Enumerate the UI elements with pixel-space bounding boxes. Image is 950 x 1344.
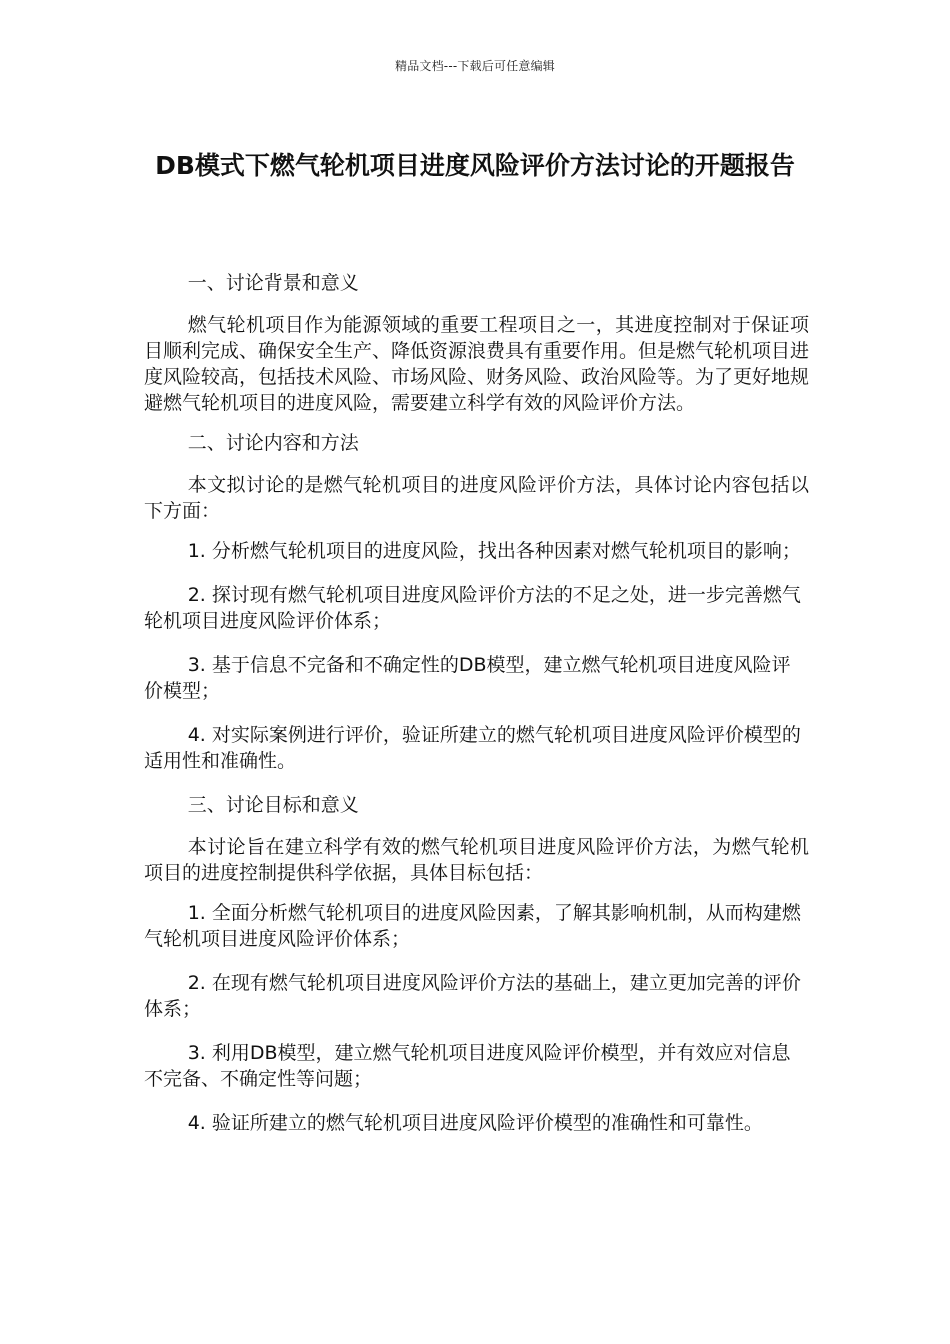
section-2-item-1: 1. 分析燃气轮机项目的进度风险，找出各种因素对燃气轮机项目的影响；: [187, 540, 801, 562]
section-2-item-2: 2. 探讨现有燃气轮机项目进度风险评价方法的不足之处，进一步完善燃气轮机项目进度风险评价体系；: [144, 584, 801, 632]
section-1-paragraph: 燃气轮机项目作为能源领域的重要工程项目之一，其进度控制对于保证项目顺利完成、确保安全生产、降低资源浪费具有重要作用。但是燃气轮机项目进度风险较高，包括技术风险、市场风险、财务风险、政治风险等。为了更好地规避燃气轮机项目的进度风险，需要建立科学有效的风险评价方法。: [144, 314, 810, 414]
section-2-item-4: 4. 对实际案例进行评价，验证所建立的燃气轮机项目进度风险评价模型的适用性和准确性。: [144, 724, 801, 772]
section-heading-2: 二、讨论内容和方法: [187, 432, 359, 454]
section-heading-3: 三、讨论目标和意义: [187, 794, 359, 816]
section-2-paragraph: 本文拟讨论的是燃气轮机项目的进度风险评价方法，具体讨论内容包括以下方面：: [144, 474, 809, 522]
section-heading-1: 一、讨论背景和意义: [187, 272, 359, 294]
section-3-item-2: 2. 在现有燃气轮机项目进度风险评价方法的基础上，建立更加完善的评价体系；: [144, 972, 801, 1020]
section-3-paragraph: 本讨论旨在建立科学有效的燃气轮机项目进度风险评价方法，为燃气轮机项目的进度控制提供科学依据，具体目标包括：: [144, 836, 809, 884]
document-body: [144, 270, 809, 1154]
header-note: 精品文档---下载后可任意编辑: [395, 59, 555, 73]
section-3-item-3: 3. 利用DB模型，建立燃气轮机项目进度风险评价模型，并有效应对信息不完备、不确定性等问题；: [144, 1042, 791, 1090]
document-title: DB模式下燃气轮机项目进度风险评价方法讨论的开题报告: [155, 151, 795, 180]
section-3-item-4: 4. 验证所建立的燃气轮机项目进度风险评价模型的准确性和可靠性。: [187, 1112, 763, 1134]
section-2-item-3: 3. 基于信息不完备和不确定性的DB模型，建立燃气轮机项目进度风险评价模型；: [144, 654, 791, 702]
section-3-item-1: 1. 全面分析燃气轮机项目的进度风险因素，了解其影响机制，从而构建燃气轮机项目进度风险评价体系；: [144, 902, 801, 950]
